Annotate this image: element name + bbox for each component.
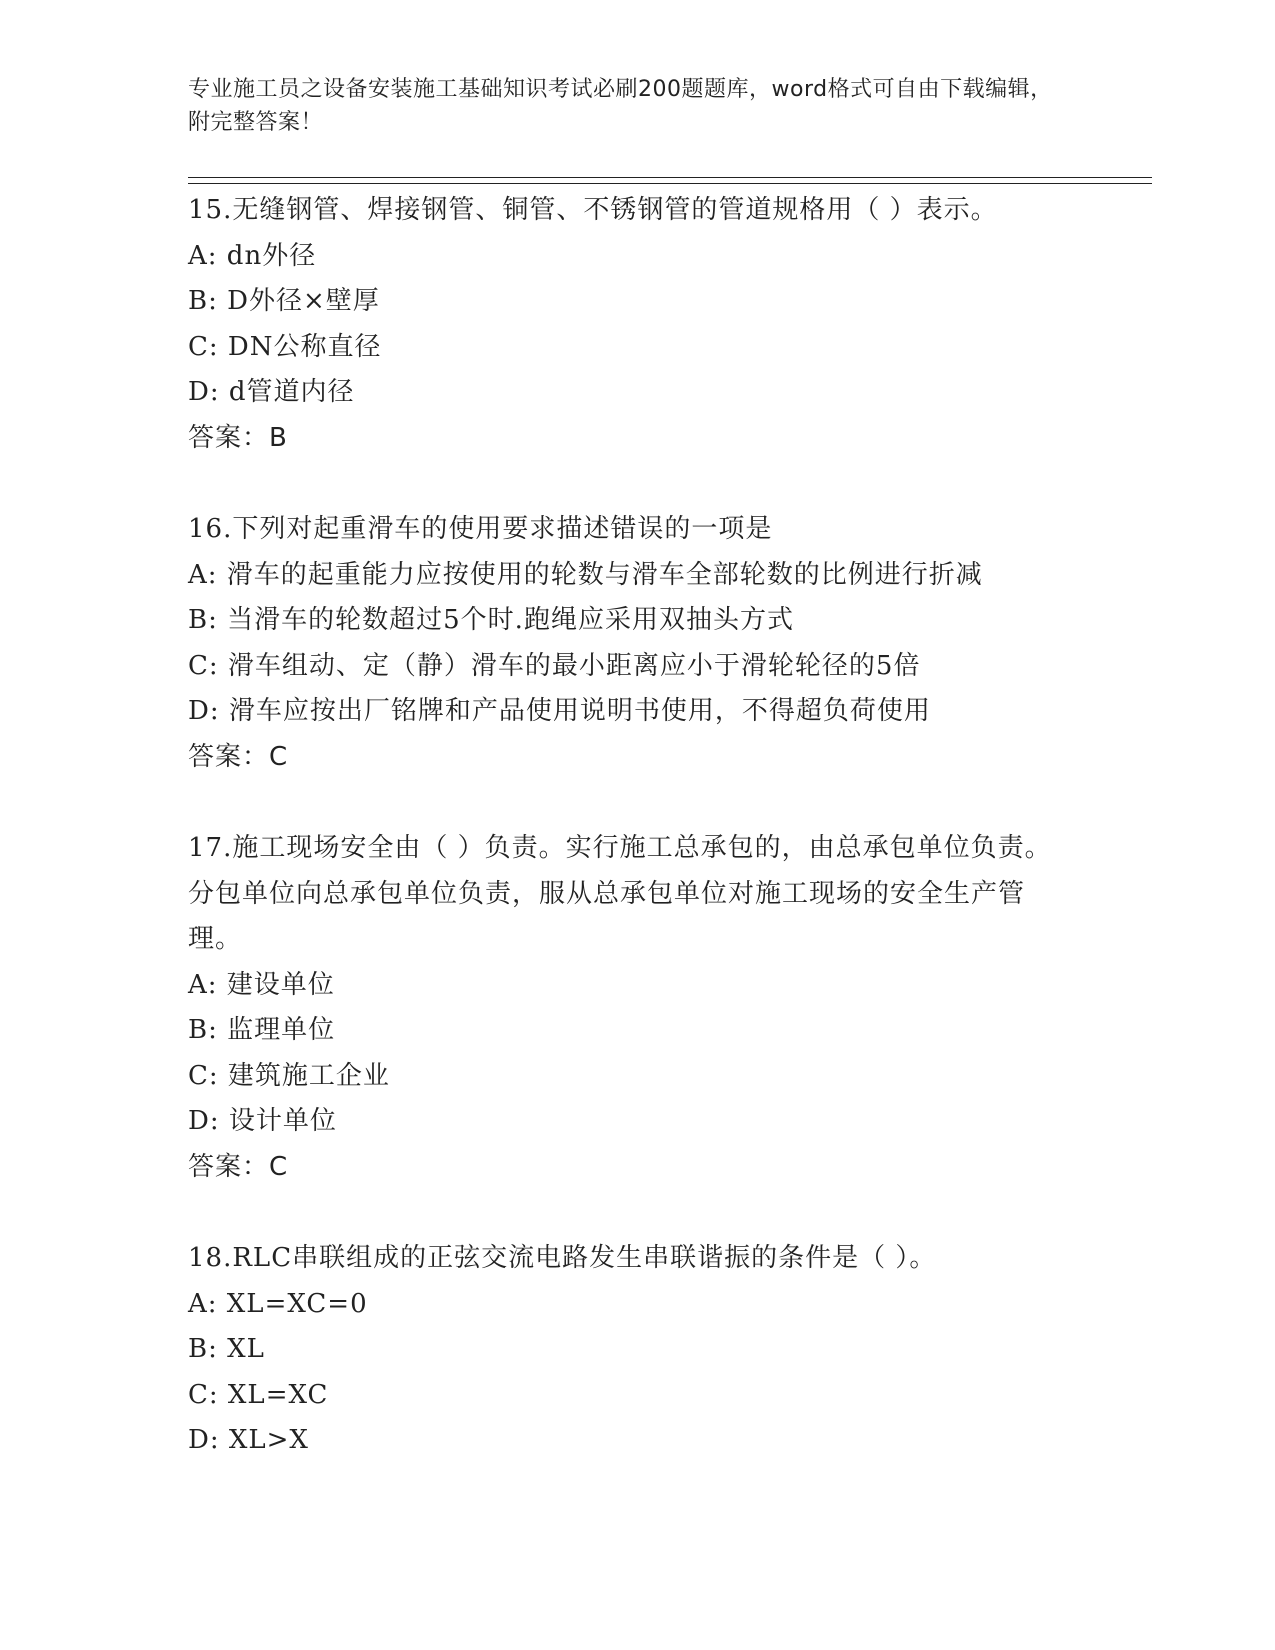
option-d: D: 设计单位 (188, 1106, 337, 1136)
question-17 (188, 826, 1088, 1190)
header-divider-bottom (188, 183, 1152, 184)
option-c: C: XL=XC (188, 1379, 329, 1410)
option-c: C: 建筑施工企业 (188, 1060, 390, 1091)
option-b: B: XL (188, 1334, 265, 1364)
question-15 (188, 188, 1088, 461)
question-stem: 16.下列对起重滑车的使用要求描述错误的一项是 (188, 514, 773, 544)
option-d: D: 滑车应按出厂铭牌和产品使用说明书使用，不得超负荷使用 (188, 696, 931, 726)
document-header (188, 73, 1068, 139)
question-18 (188, 1236, 1088, 1464)
option-b: B: 监理单位 (188, 1015, 336, 1045)
option-b: B: 当滑车的轮数超过5个时.跑绳应采用双抽头方式 (188, 605, 794, 635)
answer: 答案：B (188, 422, 288, 453)
option-b: B: D外径×壁厚 (188, 286, 380, 316)
option-d: D: XL>X (188, 1425, 309, 1455)
option-a: A: XL=XC=0 (188, 1288, 368, 1319)
answer: 答案：C (188, 741, 289, 772)
option-a: A: 建设单位 (188, 969, 335, 1000)
question-list (188, 188, 1088, 1510)
option-a: A: dn外径 (188, 240, 317, 271)
question-stem: 18.RLC串联组成的正弦交流电路发生串联谐振的条件是（ ）。 (188, 1243, 937, 1273)
question-16 (188, 507, 1088, 780)
header-divider-top (188, 177, 1152, 178)
option-d: D: d管道内径 (188, 377, 355, 407)
header-title: 专业施工员之设备安装施工基础知识考试必刷200题题库，word格式可自由下载编辑，附完整答案！ (188, 77, 1053, 135)
question-stem: 15.无缝钢管、焊接钢管、铜管、不锈钢管的管道规格用（ ）表示。 (188, 195, 998, 225)
option-a: A: 滑车的起重能力应按使用的轮数与滑车全部轮数的比例进行折减 (188, 559, 983, 590)
question-stem: 17.施工现场安全由（ ）负责。实行施工总承包的，由总承包单位负责。分包单位向总承包单位负责，服从总承包单位对施工现场的安全生产管理。 (188, 833, 1052, 954)
option-c: C: 滑车组动、定（静）滑车的最小距离应小于滑轮轮径的5倍 (188, 650, 921, 681)
answer: 答案：C (188, 1151, 289, 1182)
option-c: C: DN公称直径 (188, 331, 382, 362)
